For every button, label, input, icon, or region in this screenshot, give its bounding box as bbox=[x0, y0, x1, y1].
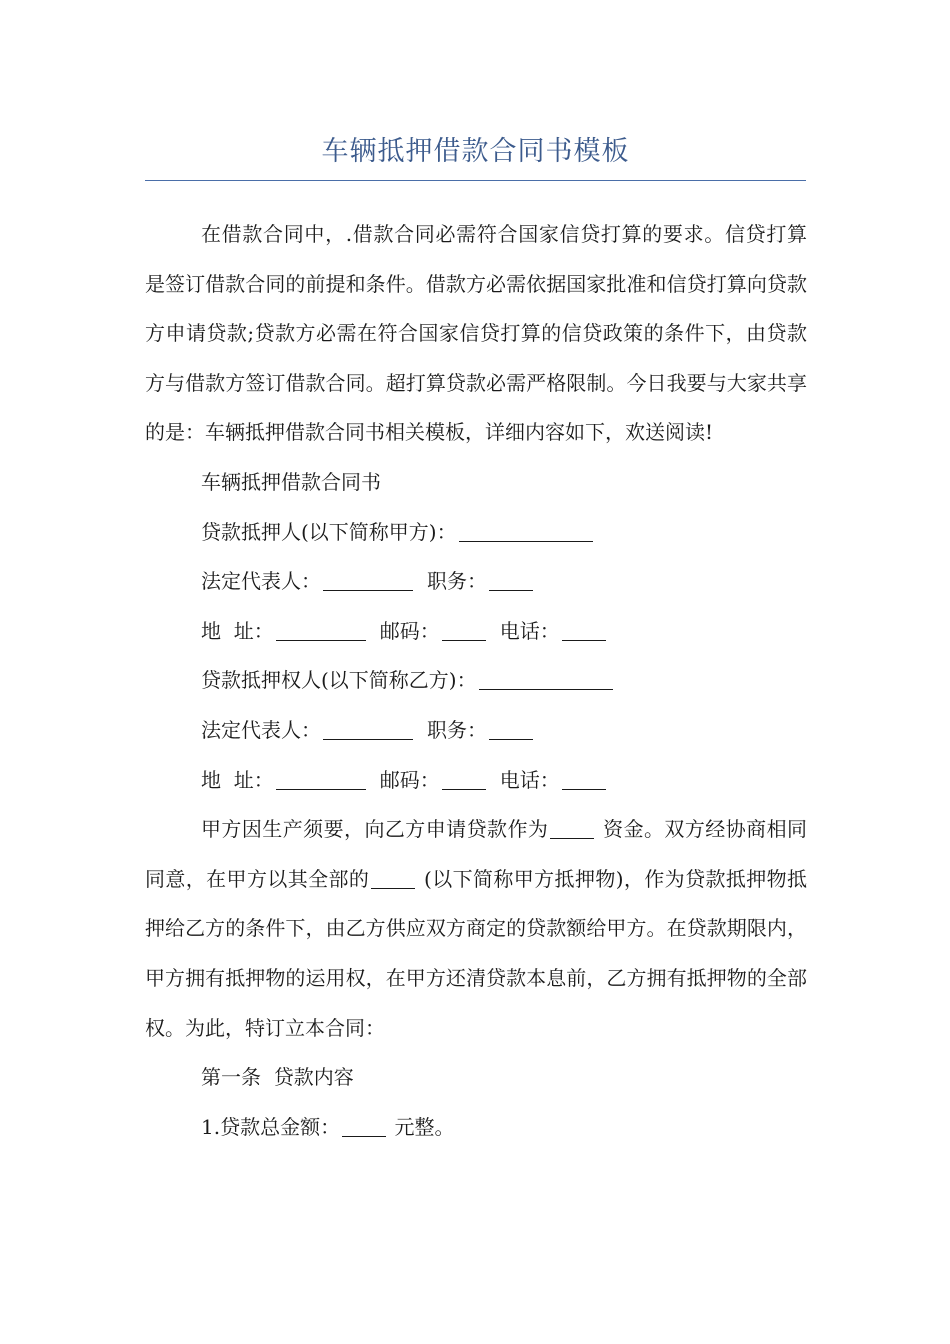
party-b-zip-label: 邮码： bbox=[379, 767, 440, 792]
party-b-line bbox=[145, 656, 807, 706]
preamble-paragraph bbox=[145, 805, 807, 1053]
preamble-part1: 甲方因生产须要，向乙方申请贷款作为 bbox=[201, 817, 549, 842]
party-a-rep-blank[interactable] bbox=[323, 570, 413, 591]
party-b-zip-blank[interactable] bbox=[442, 769, 486, 790]
party-b-address-line bbox=[145, 756, 807, 806]
party-a-post-label: 职务： bbox=[427, 569, 487, 594]
party-a-address-line bbox=[145, 607, 807, 657]
preamble-part2: 资金。双方经协商相同同意，在甲方以其全部的 bbox=[145, 817, 808, 891]
party-a-label: 贷款抵押人(以下简称甲方)： bbox=[201, 519, 457, 544]
title-underline bbox=[145, 180, 806, 181]
party-b-name-blank[interactable] bbox=[479, 669, 613, 690]
party-b-post-blank[interactable] bbox=[489, 719, 533, 740]
article1-item1 bbox=[145, 1103, 807, 1153]
party-a-tel-blank[interactable] bbox=[562, 620, 606, 641]
party-a-zip-label: 邮码： bbox=[379, 618, 440, 643]
party-a-rep-label: 法定代表人： bbox=[201, 569, 321, 594]
loan-amount-blank[interactable] bbox=[342, 1116, 386, 1137]
party-b-representative-line bbox=[145, 706, 807, 756]
party-a-addr-blank[interactable] bbox=[276, 620, 366, 641]
party-a-zip-blank[interactable] bbox=[442, 620, 486, 641]
document-title: 车辆抵押借款合同书模板 bbox=[321, 136, 630, 167]
party-b-addr-label: 地 址： bbox=[201, 767, 274, 792]
party-a-tel-label: 电话： bbox=[499, 618, 560, 643]
party-b-rep-blank[interactable] bbox=[323, 719, 413, 740]
party-b-rep-label: 法定代表人： bbox=[201, 717, 321, 742]
party-a-name-blank[interactable] bbox=[459, 521, 593, 542]
party-b-addr-blank[interactable] bbox=[276, 769, 366, 790]
contract-heading: 车辆抵押借款合同书 bbox=[201, 469, 381, 494]
party-a-addr-label: 地 址： bbox=[201, 618, 274, 643]
fund-purpose-blank[interactable] bbox=[550, 818, 594, 839]
party-b-tel-label: 电话： bbox=[499, 767, 560, 792]
preamble-part3: (以下简称甲方抵押物)，作为贷款抵押物抵押给乙方的条件下，由乙方供应双方商定的贷款额给甲方。在贷款期限内，甲方拥有抵押物的运用权，在甲方还清贷款本息前，乙方拥有抵押物的全部权。为此，特订立本合同： bbox=[145, 866, 808, 1040]
document-body bbox=[145, 210, 807, 1152]
party-a-line bbox=[145, 508, 807, 558]
collateral-blank[interactable] bbox=[371, 868, 415, 889]
party-b-label: 贷款抵押权人(以下简称乙方)： bbox=[201, 668, 477, 693]
party-b-tel-blank[interactable] bbox=[562, 769, 606, 790]
intro-paragraph: 在借款合同中，.借款合同必需符合国家信贷打算的要求。信贷打算是签订借款合同的前提和条件。借款方必需依据国家批准和信贷打算向贷款方申请贷款;贷款方必需在符合国家信贷打算的信贷政策的条件下，由贷款方与借款方签订借款合同。超打算贷款必需严格限制。今日我要与大家共享的是：车辆抵押借款合同书相关模板，详细内容如下，欢送阅读! bbox=[145, 222, 807, 445]
party-a-post-blank[interactable] bbox=[489, 570, 533, 591]
article1-heading: 第一条 贷款内容 bbox=[201, 1065, 354, 1090]
loan-amount-unit: 元整。 bbox=[394, 1114, 455, 1139]
loan-amount-label: 1.贷款总金额： bbox=[201, 1114, 341, 1139]
party-a-representative-line bbox=[145, 557, 807, 607]
party-b-post-label: 职务： bbox=[427, 717, 487, 742]
